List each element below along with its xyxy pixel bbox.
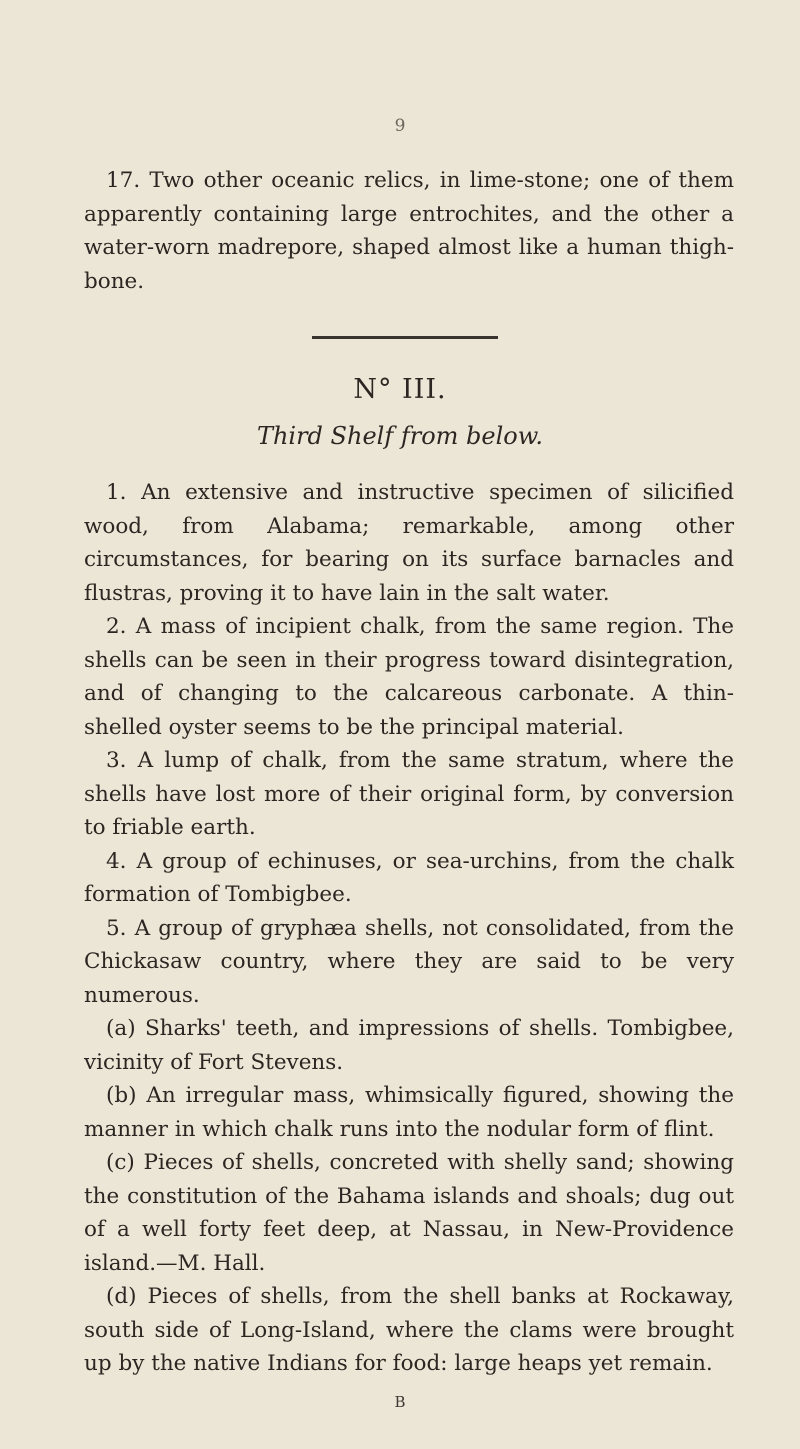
section-heading: N° III. (353, 374, 447, 405)
list-item: (b) An irregular mass, whimsically figured, showing the manner in which chalk runs into the nodular form of flint. (84, 1083, 734, 1142)
paragraph-item-17: 17. Two other oceanic relics, in lime-stone; one of them apparently containing large entrochites, and the other a water-worn madrepore, shaped almost like a human thigh-bone. (84, 168, 734, 294)
list-item: 2. A mass of incipient chalk, from the same region. The shells can be seen in their progress toward disintegration, and of changing to the calcareous carbonate. A thin-shelled oyster seems to be the principal material. (84, 614, 734, 740)
list-item: (a) Sharks' teeth, and impressions of shells. Tombigbee, vicinity of Fort Stevens. (84, 1016, 734, 1075)
signature-mark: B (394, 1393, 406, 1411)
list-item: (d) Pieces of shells, from the shell banks at Rockaway, south side of Long-Island, where the clams were brought up by the native Indians for food: large heaps yet remain. (84, 1284, 734, 1376)
top-paragraph-block (84, 164, 734, 298)
list-item: 1. An extensive and instructive specimen of silicified wood, from Alabama; remarkable, among other circumstances, for bearing on its surface barnacles and flustras, proving it to have lain in the salt water. (84, 480, 734, 606)
items-block (84, 476, 734, 1381)
list-item: 5. A group of gryphæa shells, not consolidated, from the Chickasaw country, where they are said to be very numerous. (84, 915, 734, 1008)
section-divider (312, 336, 498, 339)
section-subheading: Third Shelf from below. (256, 422, 544, 450)
list-item: (c) Pieces of shells, concreted with shelly sand; showing the constitution of the Bahama islands and shoals; dug out of a well forty feet deep, at Nassau, in New-Providence island.—M. Hall. (84, 1150, 734, 1276)
list-item: 3. A lump of chalk, from the same stratum, where the shells have lost more of their original form, by conversion to friable earth. (84, 748, 734, 840)
list-item: 4. A group of echinuses, or sea-urchins, from the chalk formation of Tombigbee. (84, 848, 734, 907)
page-number: 9 (394, 116, 406, 136)
